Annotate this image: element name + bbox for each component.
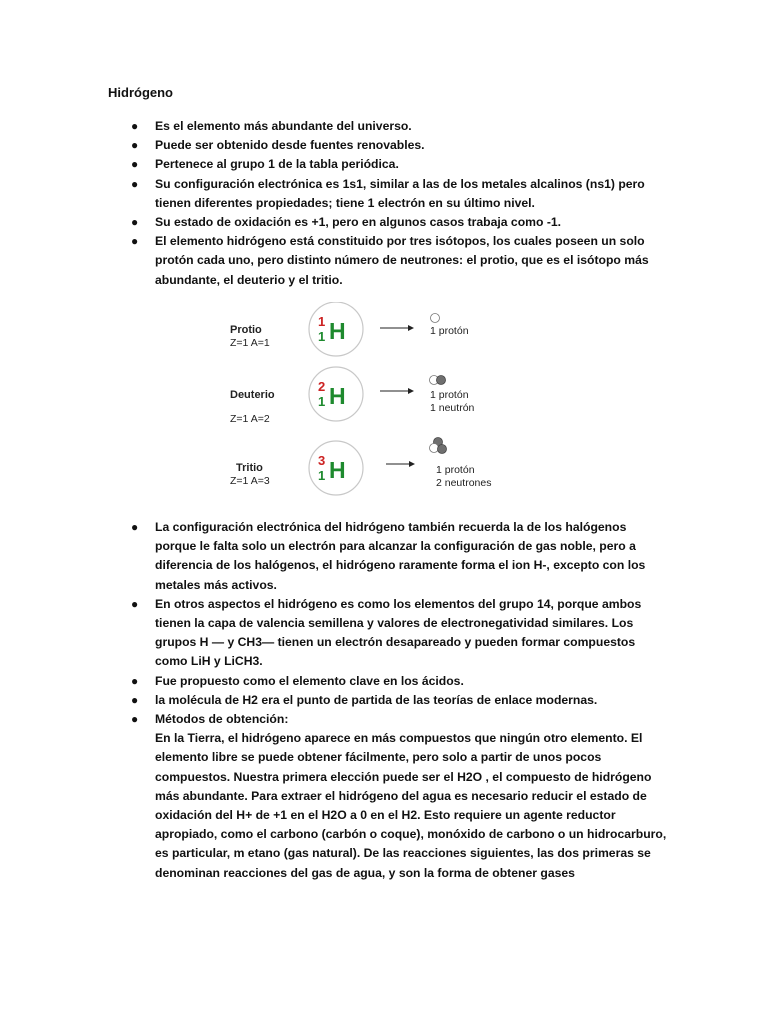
isotope-description: 1 protón	[436, 464, 475, 476]
bullet-icon: ●	[131, 673, 139, 688]
isotope-mass-number: 1	[318, 314, 326, 329]
arrow-icon	[380, 388, 414, 394]
list-item: ● Fue propuesto como el elemento clave en los ácidos.	[108, 672, 668, 691]
isotope-za: Z=1 A=3	[230, 475, 270, 487]
isotope-row-protio	[230, 302, 469, 356]
proton-icon	[431, 314, 440, 323]
arrow-icon	[386, 461, 415, 467]
bullet-icon: ●	[131, 520, 139, 534]
arrow-icon	[380, 325, 414, 331]
list-item: ● La configuración electrónica del hidrógeno también recuerda la de los halógenos porque le falta solo un electrón para alcanzar la configuración de gas noble, pero a diferencia de los halógenos, el hidrógeno raramente forma el ion H-, excepto con los metales más activos.	[131, 520, 646, 592]
bullet-icon: ●	[131, 119, 139, 133]
isotope-mass-number: 2	[318, 379, 326, 394]
bullet-list-2	[108, 518, 668, 883]
isotope-row-tritio	[230, 438, 491, 496]
list-item: ● Su estado de oxidación es +1, pero en algunos casos trabaja como -1.	[108, 213, 668, 232]
bullet-icon: ●	[131, 596, 139, 611]
list-item: ● Métodos de obtención: En la Tierra, el hidrógeno aparece en más compuestos que ningún otro elemento. El elemento libre se puede obtener fácilmente, pero solo a partir de unos pocos compuestos. Nuestra primera elección puede ser el H2O , el compuesto de hidrógeno más abundante. Para extraer el hidrógeno del agua es necesario reducir el estado de oxidación del H+ de +1 en el H2O a 0 en el H2. Esto requiere un agente reductor apropiado, como el carbono (carbón o coque), monóxido de carbono o un hidrocarburo, es particular, m etano (gas natural). De las reacciones siguientes, las dos primeras se denominan reacciones del gas de agua, y son la forma de obtener gases	[131, 712, 667, 880]
isotope-name: Tritio	[236, 462, 263, 474]
isotope-description: 1 protón	[430, 389, 469, 401]
list-item: ● El elemento hidrógeno está constituido por tres isótopos, los cuales poseen un solo protón cada uno, pero distinto número de neutrones: el protio, que es el isótopo más abundante, el deuterio y el tritio.	[131, 234, 649, 287]
bullet-icon: ●	[131, 692, 139, 707]
bullet-icon: ●	[131, 215, 139, 230]
isotope-symbol: H	[329, 457, 346, 483]
list-item: ● Su configuración electrónica es 1s1, similar a las de los metales alcalinos (ns1) pero tienen diferentes propiedades; tiene 1 electrón en su último nivel.	[131, 176, 645, 210]
list-item: ● Puede ser obtenido desde fuentes renovables.	[108, 136, 668, 155]
isotope-symbol: H	[329, 383, 346, 409]
bullet-list-1	[108, 117, 668, 290]
list-item: ● Es el elemento más abundante del universo.	[108, 117, 668, 136]
bullet-icon: ●	[131, 234, 139, 249]
isotope-row-deuterio	[230, 367, 475, 425]
isotope-description: 2 neutrones	[436, 477, 492, 489]
bullet-icon: ●	[131, 157, 139, 172]
isotope-atomic-number: 1	[318, 394, 326, 409]
isotope-atomic-number: 1	[318, 329, 326, 344]
list-item: ● la molécula de H2 era el punto de partida de las teorías de enlace modernas.	[108, 691, 668, 710]
neutron-icon	[438, 445, 447, 454]
neutron-icon	[437, 376, 446, 385]
isotope-name: Deuterio	[230, 389, 275, 401]
isotope-za: Z=1 A=2	[230, 413, 270, 425]
isotope-za: Z=1 A=1	[230, 337, 270, 349]
isotope-figure	[224, 302, 524, 502]
list-item: ● Pertenece al grupo 1 de la tabla periódica.	[108, 155, 668, 174]
isotope-symbol: H	[329, 318, 346, 344]
list-item: ● En otros aspectos el hidrógeno es como los elementos del grupo 14, porque ambos tienen la capa de valencia semillena y valores de electronegatividad similares. Los grupos H — y CH3— tienen un electrón desapareado y pueden formar compuestos como LiH y LiCH3.	[131, 596, 642, 669]
isotope-description: 1 protón	[430, 325, 469, 337]
bullet-icon: ●	[131, 138, 139, 153]
isotope-name: Protio	[230, 324, 262, 336]
isotope-atomic-number: 1	[318, 468, 326, 483]
isotope-mass-number: 3	[318, 453, 326, 468]
bullet-icon: ●	[131, 176, 139, 191]
bullet-icon: ●	[131, 712, 139, 727]
isotope-description: 1 neutrón	[430, 402, 475, 414]
proton-icon	[430, 444, 439, 453]
page-title: Hidrógeno	[108, 85, 173, 100]
